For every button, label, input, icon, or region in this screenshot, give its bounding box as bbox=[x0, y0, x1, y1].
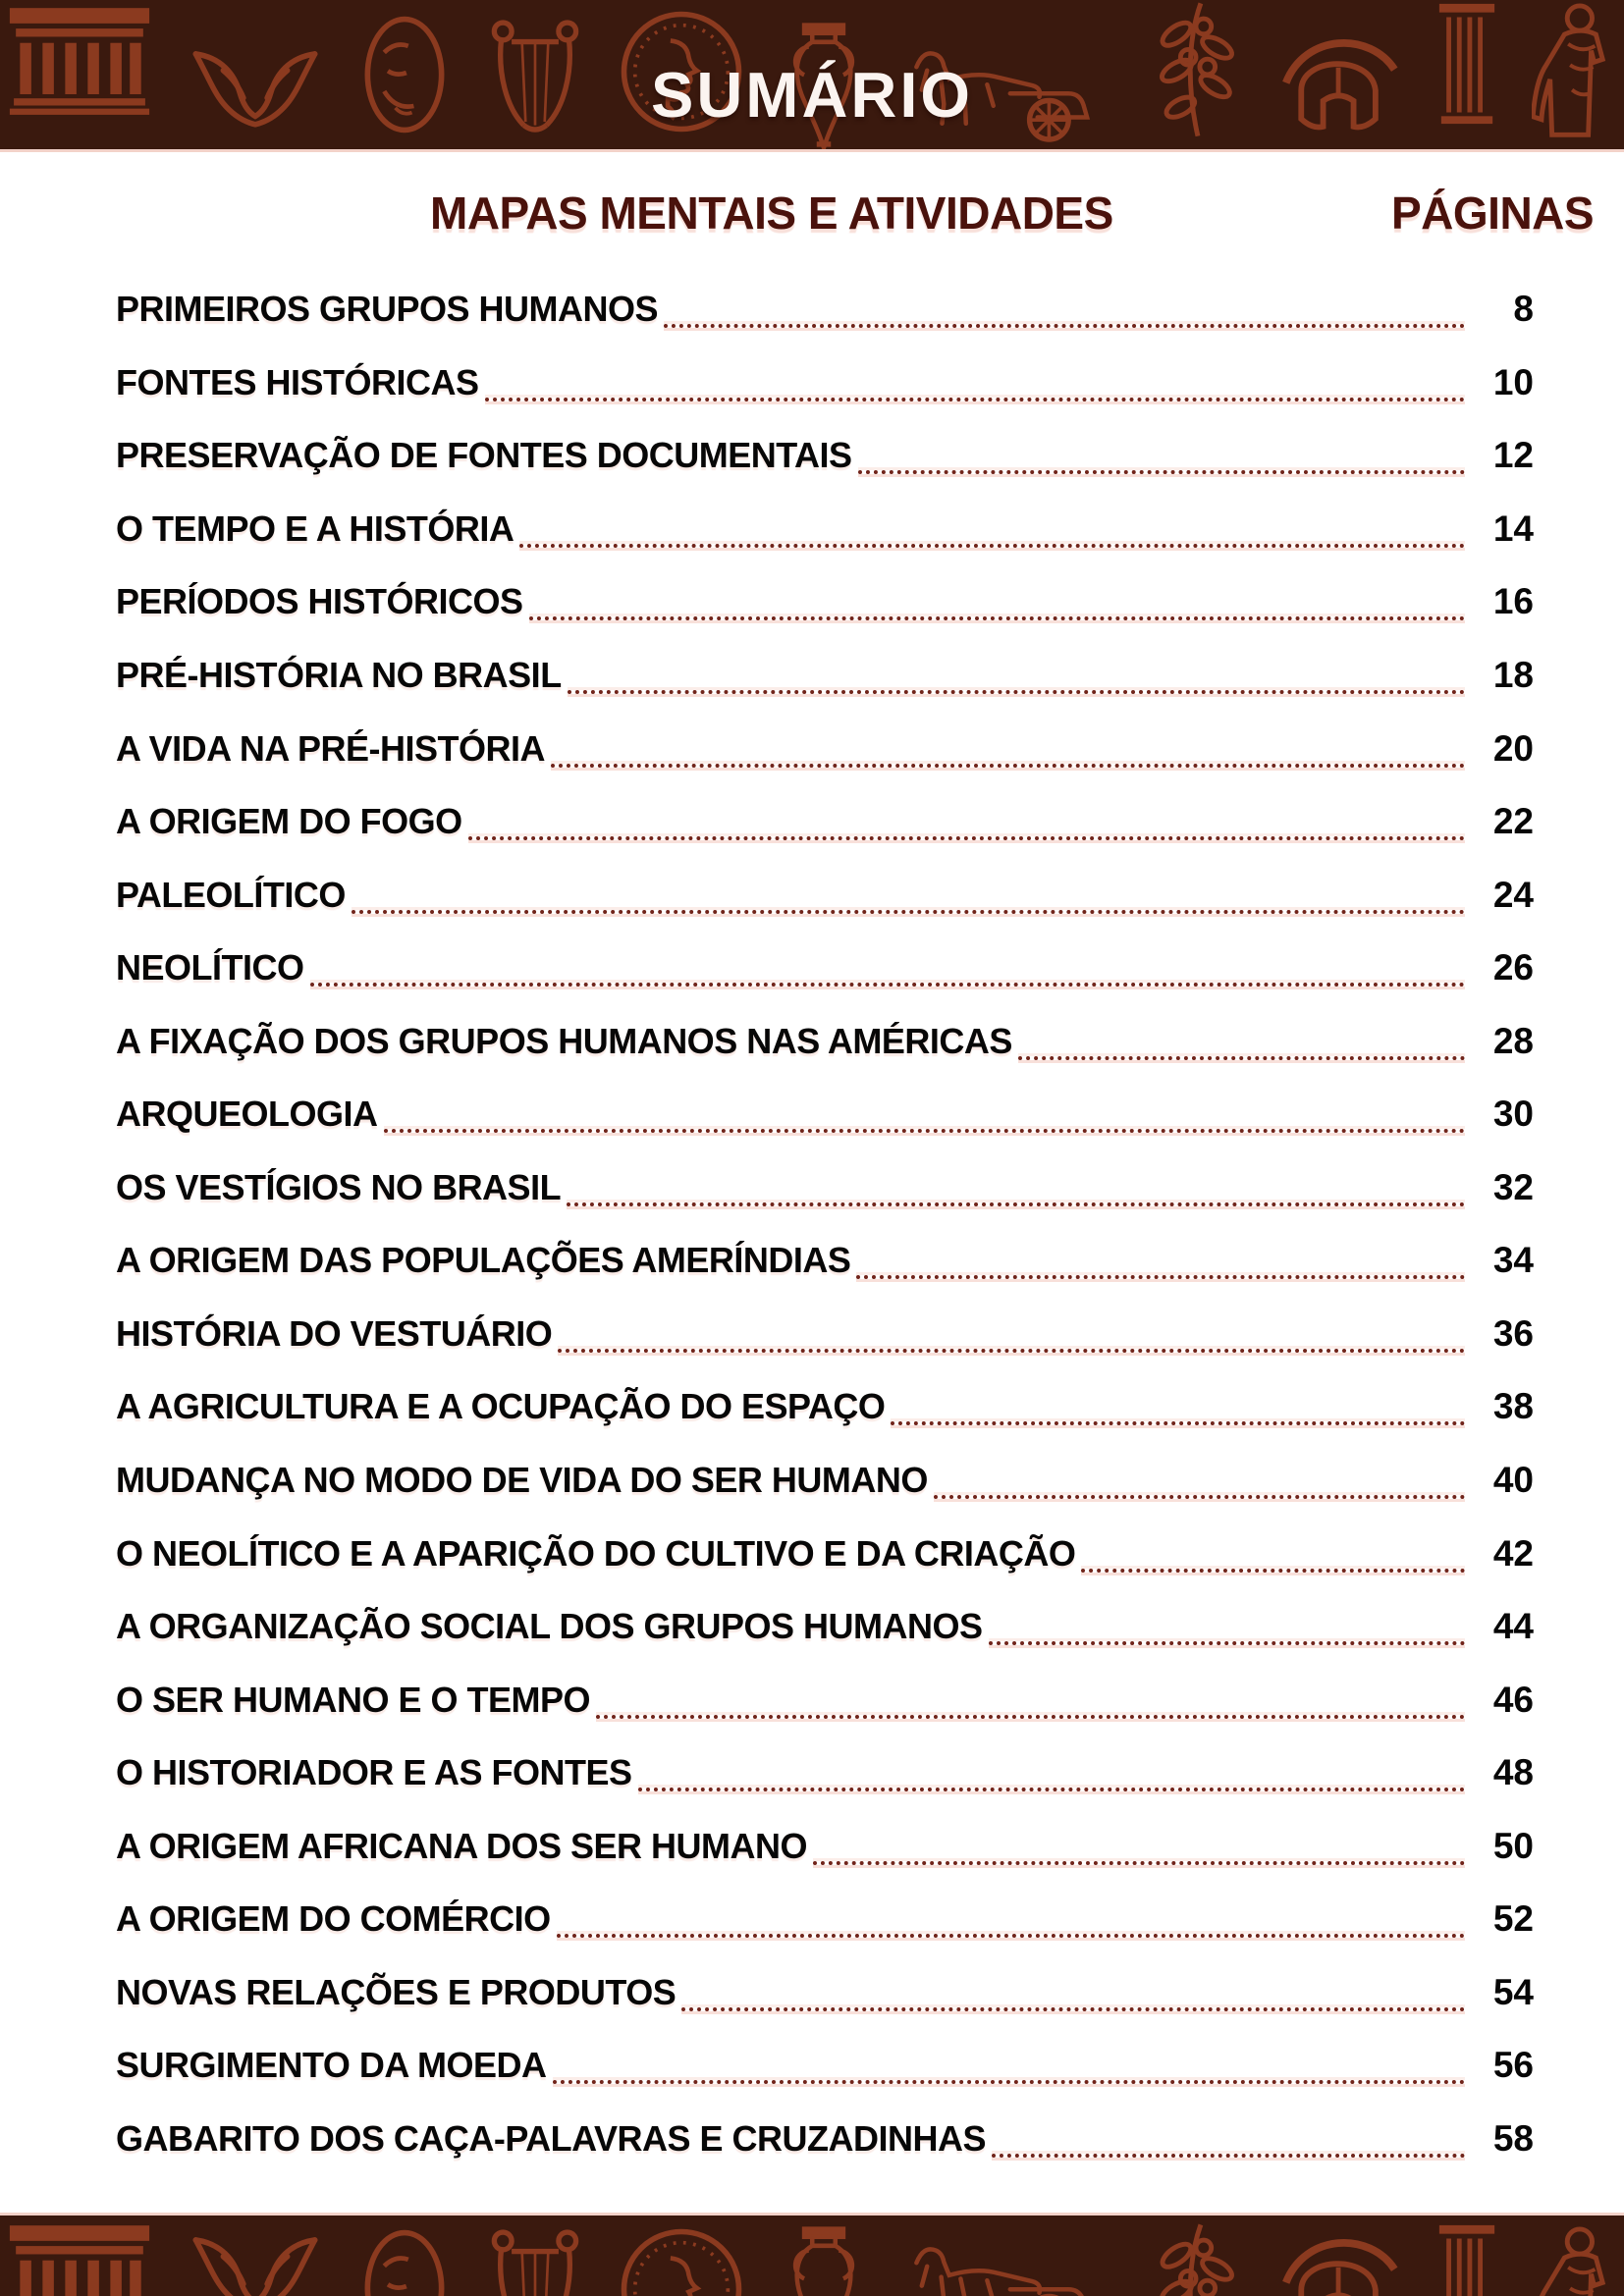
toc-row[interactable] bbox=[116, 419, 1534, 493]
toc-page-number[interactable]: 48 bbox=[1492, 1752, 1534, 1793]
dotted-leader bbox=[858, 470, 1465, 474]
toc-row[interactable] bbox=[116, 347, 1534, 420]
toc-row[interactable] bbox=[116, 2103, 1534, 2176]
toc-page-number[interactable]: 8 bbox=[1513, 289, 1534, 330]
toc-page-number[interactable]: 12 bbox=[1492, 435, 1534, 476]
toc-page-number[interactable]: 38 bbox=[1492, 1386, 1534, 1427]
toc-page-number[interactable]: 18 bbox=[1492, 655, 1534, 695]
dotted-leader bbox=[352, 910, 1465, 914]
toc-row[interactable] bbox=[116, 1956, 1534, 2030]
toc-entry-title[interactable]: A ORIGEM DO FOGO bbox=[116, 801, 462, 842]
dotted-leader bbox=[989, 1641, 1465, 1645]
dotted-leader bbox=[813, 1861, 1465, 1865]
dotted-leader bbox=[638, 1788, 1465, 1791]
olive-branch-icon bbox=[1148, 2217, 1244, 2296]
toc-entry-title[interactable]: NEOLÍTICO bbox=[116, 947, 304, 988]
toc-row[interactable] bbox=[116, 2029, 1534, 2103]
dotted-leader bbox=[596, 1715, 1465, 1719]
dotted-leader bbox=[553, 2080, 1465, 2084]
toc-list bbox=[116, 273, 1534, 2175]
toc-entry-title[interactable]: SURGIMENTO DA MOEDA bbox=[116, 2045, 547, 2086]
toc-page-number[interactable]: 52 bbox=[1492, 1898, 1534, 1940]
toc-page-number[interactable]: 20 bbox=[1492, 727, 1534, 769]
toc-entry-title[interactable]: PERÍODOS HISTÓRICOS bbox=[116, 581, 523, 622]
dotted-leader bbox=[558, 1349, 1465, 1353]
toc-entry-title[interactable]: NOVAS RELAÇÕES E PRODUTOS bbox=[116, 1971, 677, 2012]
statue-icon bbox=[1532, 2225, 1618, 2296]
toc-page-number[interactable]: 44 bbox=[1492, 1606, 1534, 1647]
header-banner bbox=[0, 0, 1624, 152]
page-title: SUMÁRIO bbox=[651, 59, 973, 131]
dotted-leader bbox=[891, 1421, 1465, 1425]
toc-page-number[interactable]: 50 bbox=[1492, 1825, 1534, 1866]
toc-entry-title[interactable]: A ORIGEM AFRICANA DOS SER HUMANO bbox=[116, 1825, 807, 1866]
toc-entry-title[interactable]: A VIDA NA PRÉ-HISTÓRIA bbox=[116, 727, 546, 769]
toc-page-number[interactable]: 30 bbox=[1492, 1094, 1534, 1135]
dotted-leader bbox=[557, 1934, 1465, 1938]
toc-row[interactable] bbox=[116, 1370, 1534, 1444]
toc-entry-title[interactable]: HISTÓRIA DO VESTUÁRIO bbox=[116, 1312, 553, 1354]
toc-entry-title[interactable]: A ORIGEM DO COMÉRCIO bbox=[116, 1898, 551, 1940]
toc-entry-title[interactable]: OS VESTÍGIOS NO BRASIL bbox=[116, 1166, 562, 1207]
toc-entry-title[interactable]: A ORIGEM DAS POPULAÇÕES AMERÍNDIAS bbox=[116, 1240, 851, 1281]
toc-page-number[interactable]: 32 bbox=[1492, 1166, 1534, 1207]
toc-page-number[interactable]: 54 bbox=[1492, 1971, 1534, 2012]
toc-row[interactable] bbox=[116, 1224, 1534, 1298]
toc-page-number[interactable]: 34 bbox=[1492, 1240, 1534, 1281]
toc-page-number[interactable]: 46 bbox=[1492, 1679, 1534, 1720]
dotted-leader bbox=[485, 398, 1465, 401]
toc-page-number[interactable]: 56 bbox=[1492, 2045, 1534, 2086]
dotted-leader bbox=[519, 544, 1465, 548]
footer-banner bbox=[0, 2213, 1624, 2296]
toc-page-number[interactable]: 40 bbox=[1492, 1460, 1534, 1501]
dotted-leader bbox=[567, 1202, 1465, 1206]
toc-row[interactable] bbox=[116, 712, 1534, 785]
toc-row[interactable] bbox=[116, 1517, 1534, 1590]
toc-page-number[interactable]: 14 bbox=[1492, 507, 1534, 549]
corinthian-helmet-icon bbox=[1278, 2225, 1402, 2296]
toc-entry-title[interactable]: O HISTORIADOR E AS FONTES bbox=[116, 1752, 632, 1793]
zeus-face-icon bbox=[357, 2225, 452, 2296]
toc-page-number[interactable]: 58 bbox=[1492, 2117, 1534, 2159]
dotted-leader bbox=[934, 1495, 1465, 1499]
double-axe-icon bbox=[187, 2225, 324, 2296]
toc-page-number[interactable]: 10 bbox=[1492, 361, 1534, 402]
toc-page-number[interactable]: 36 bbox=[1492, 1312, 1534, 1354]
toc-entry-title[interactable]: A AGRICULTURA E A OCUPAÇÃO DO ESPAÇO bbox=[116, 1386, 886, 1427]
toc-row[interactable] bbox=[116, 785, 1534, 859]
toc-page-number[interactable]: 42 bbox=[1492, 1532, 1534, 1574]
toc-row[interactable] bbox=[116, 1298, 1534, 1371]
toc-row[interactable] bbox=[116, 1809, 1534, 1883]
lyre-icon bbox=[486, 2225, 584, 2296]
toc-entry-title[interactable]: GABARITO DOS CAÇA-PALAVRAS E CRUZADINHAS bbox=[116, 2117, 987, 2159]
toc-row[interactable] bbox=[116, 1736, 1534, 1810]
amphora-icon bbox=[779, 2225, 869, 2296]
dotted-leader bbox=[551, 764, 1465, 768]
toc-row[interactable] bbox=[116, 1883, 1534, 1956]
greek-temple-icon bbox=[6, 2221, 153, 2296]
toc-entry-title[interactable]: PRESERVAÇÃO DE FONTES DOCUMENTAIS bbox=[116, 435, 852, 476]
toc-row[interactable] bbox=[116, 1078, 1534, 1151]
toc-entry-title[interactable]: A FIXAÇÃO DOS GRUPOS HUMANOS NAS AMÉRICAS bbox=[116, 1020, 1012, 1061]
pages-heading: PÁGINAS bbox=[1391, 187, 1595, 239]
toc-entry-title[interactable]: FONTES HISTÓRICAS bbox=[116, 361, 479, 402]
toc-entry-title[interactable]: O SER HUMANO E O TEMPO bbox=[116, 1679, 591, 1720]
toc-row[interactable] bbox=[116, 493, 1534, 566]
toc-row[interactable] bbox=[116, 858, 1534, 932]
footer-icon-strip bbox=[0, 2216, 1624, 2296]
dotted-leader bbox=[384, 1129, 1465, 1133]
toc-row[interactable] bbox=[116, 273, 1534, 347]
toc-row[interactable] bbox=[116, 1590, 1534, 1664]
toc-entry-title[interactable]: O NEOLÍTICO E A APARIÇÃO DO CULTIVO E DA CRIAÇÃO bbox=[116, 1532, 1076, 1574]
toc-page-number[interactable]: 28 bbox=[1492, 1020, 1534, 1061]
toc-row[interactable] bbox=[116, 932, 1534, 1005]
dotted-leader bbox=[468, 836, 1465, 840]
dotted-leader bbox=[1018, 1056, 1465, 1060]
toc-entry-title[interactable]: PALEOLÍTICO bbox=[116, 874, 346, 915]
greek-column-icon bbox=[1435, 2221, 1498, 2296]
dotted-leader bbox=[310, 983, 1466, 987]
toc-entry-title[interactable]: MUDANÇA NO MODO DE VIDA DO SER HUMANO bbox=[116, 1460, 928, 1501]
dotted-leader bbox=[568, 690, 1465, 694]
toc-row[interactable] bbox=[116, 1004, 1534, 1078]
toc-entry-title[interactable]: PRIMEIROS GRUPOS HUMANOS bbox=[116, 289, 659, 330]
dotted-leader bbox=[992, 2154, 1465, 2158]
toc-page-number[interactable]: 26 bbox=[1492, 947, 1534, 988]
toc-page-number[interactable]: 16 bbox=[1492, 581, 1534, 622]
toc-entry-title[interactable]: O TEMPO E A HISTÓRIA bbox=[116, 507, 514, 549]
dotted-leader bbox=[1081, 1569, 1465, 1573]
dotted-leader bbox=[529, 616, 1465, 620]
toc-entry-title[interactable]: PRÉ-HISTÓRIA NO BRASIL bbox=[116, 655, 562, 695]
toc-row[interactable] bbox=[116, 1663, 1534, 1736]
toc-row[interactable] bbox=[116, 565, 1534, 639]
toc-entry-title[interactable]: A ORGANIZAÇÃO SOCIAL DOS GRUPOS HUMANOS bbox=[116, 1606, 983, 1647]
horse-chariot-icon bbox=[902, 2225, 1114, 2296]
dotted-leader bbox=[681, 2007, 1465, 2011]
toc-page-number[interactable]: 22 bbox=[1492, 801, 1534, 842]
section-heading: MAPAS MENTAIS E ATIVIDADES bbox=[430, 187, 1113, 239]
toc-row[interactable] bbox=[116, 1444, 1534, 1518]
toc-row[interactable] bbox=[116, 1151, 1534, 1225]
dotted-leader bbox=[664, 324, 1465, 328]
toc-entry-title[interactable]: ARQUEOLOGIA bbox=[116, 1094, 378, 1135]
toc-page-number[interactable]: 24 bbox=[1492, 874, 1534, 915]
toc-row[interactable] bbox=[116, 639, 1534, 713]
dotted-leader bbox=[856, 1275, 1465, 1279]
coin-profile-icon bbox=[618, 2225, 745, 2296]
